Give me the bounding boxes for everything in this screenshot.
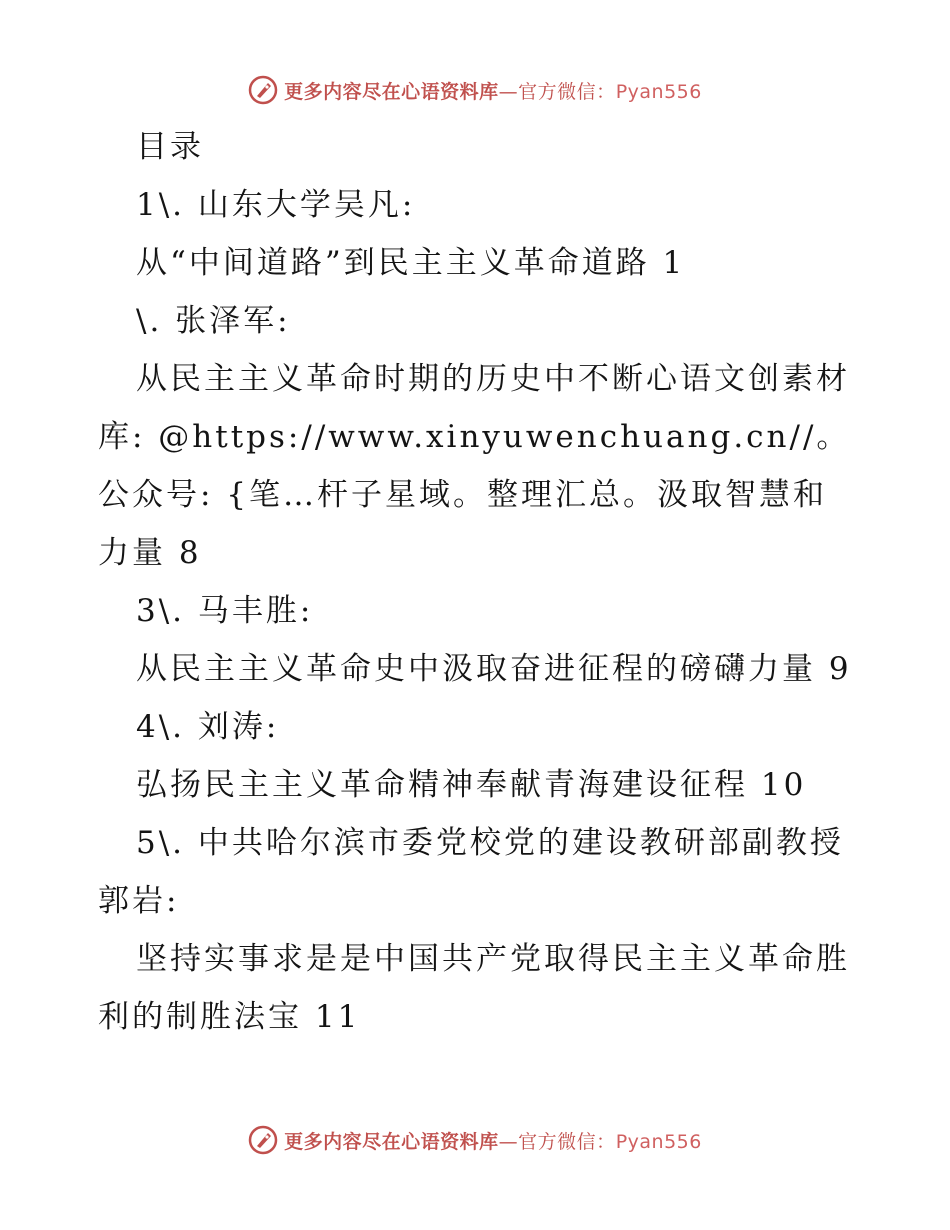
watermark-text bbox=[284, 1127, 702, 1154]
table-of-contents bbox=[98, 118, 858, 1046]
toc-entry-author: 5\. 中共哈尔滨市委党校党的建设教研部副教授郭岩: bbox=[98, 825, 844, 919]
watermark-wechat-id: Pyan556 bbox=[615, 80, 702, 103]
toc-entry-author: 3\. 马丰胜: bbox=[136, 593, 314, 629]
toc-entry-author: 4\. 刘涛: bbox=[136, 709, 280, 745]
watermark-strong-text: 更多内容尽在心语资料库 bbox=[284, 1130, 499, 1153]
footer-watermark-banner bbox=[0, 1120, 950, 1160]
toc-entry-title: 从“中间道路”到民主主义革命道路 1 bbox=[136, 245, 686, 281]
toc-entry-title: 坚持实事求是是中国共产党取得民主主义革命胜利的制胜法宝 11 bbox=[98, 941, 850, 1035]
pen-nib-logo-icon bbox=[248, 1125, 278, 1155]
header-watermark-banner bbox=[0, 70, 950, 110]
toc-entry-title: 从民主主义革命时期的历史中不断心语文创素材库: @https://www.xinyuwenchuang.cn//。公众号: {笔…杆子星域。整理汇总。汲取智慧和力量 8 bbox=[98, 361, 851, 571]
watermark-strong-text: 更多内容尽在心语资料库 bbox=[284, 80, 499, 103]
pen-nib-logo-icon bbox=[248, 75, 278, 105]
watermark-text bbox=[284, 77, 702, 104]
toc-entry-title: 从民主主义革命史中汲取奋进征程的磅礴力量 9 bbox=[136, 651, 852, 687]
toc-entry-title: 弘扬民主主义革命精神奉献青海建设征程 10 bbox=[136, 767, 807, 803]
watermark-rest-text: —官方微信： bbox=[498, 80, 616, 103]
watermark-wechat-id: Pyan556 bbox=[615, 1130, 702, 1153]
toc-entry-author: \. 张泽军: bbox=[136, 303, 291, 339]
toc-heading: 目录 bbox=[136, 129, 204, 165]
watermark-rest-text: —官方微信： bbox=[498, 1130, 616, 1153]
toc-entry-author: 1\. 山东大学吴凡: bbox=[136, 187, 416, 223]
